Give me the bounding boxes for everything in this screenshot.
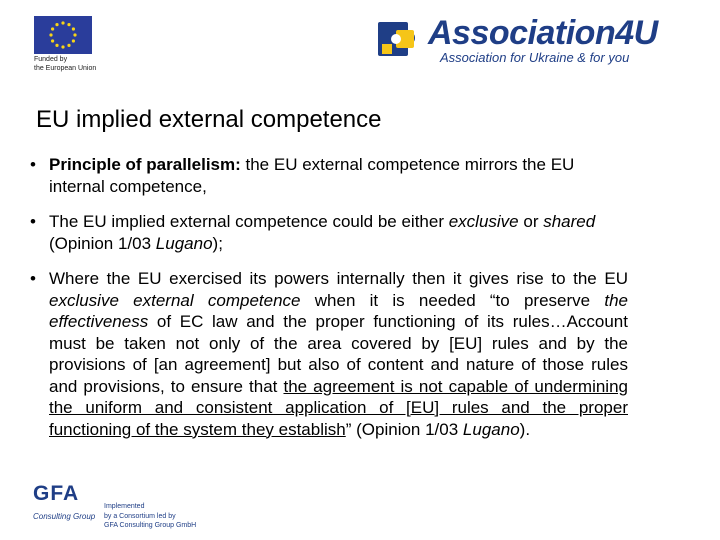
eu-caption-line: Funded by xyxy=(34,56,68,63)
slide-title: EU implied external competence xyxy=(36,106,382,133)
eu-caption-line: the European Union xyxy=(34,65,97,72)
implementation-note xyxy=(104,502,196,531)
bullet-list xyxy=(24,154,628,454)
bullet-principle-parallelism xyxy=(24,154,628,197)
bullet-italic: Lugano xyxy=(155,233,213,253)
bullet-text: ” (Opinion 1/03 xyxy=(345,419,463,439)
gfa-logo xyxy=(33,482,99,530)
note-line: Implemented xyxy=(104,503,145,510)
bullet-text: ). xyxy=(519,419,531,439)
eu-stars-icon xyxy=(34,16,92,54)
bullet-italic: Lugano xyxy=(462,419,520,439)
bullet-italic: exclusive external competence xyxy=(49,290,301,310)
bullet-text: (Opinion 1/03 xyxy=(49,233,156,253)
gfa-letters: GFA xyxy=(33,482,80,505)
bullet-text: the EU external competence mirrors the EU internal competence, xyxy=(49,155,575,196)
bullet-bold-term: Principle of parallelism: xyxy=(49,155,241,174)
bullet-italic: shared xyxy=(543,212,596,231)
note-line: by a Consortium led by xyxy=(104,512,176,520)
bullet-exclusive-competence xyxy=(24,268,628,440)
bullet-italic: the effectiveness xyxy=(49,290,629,331)
bullet-text: of EC law and the proper functioning of its rules…Account must be taken not only of the area covered by [EU] rules and by the provisions of [an agreement] but also of content and nature of those rules and provisions, to ensure that xyxy=(49,312,628,396)
bullet-text: ); xyxy=(212,233,223,253)
bullet-underlined-quote: the agreement is not capable of undermining the uniform and consistent application of [EU] rules and the proper functioning of the system they establish xyxy=(49,376,628,439)
note-line: GFA Consulting Group GmbH xyxy=(104,522,197,529)
bullet-text: or xyxy=(518,212,544,231)
bullet-italic: exclusive xyxy=(448,212,519,231)
association4u-logo xyxy=(376,16,676,68)
logo-tagline: Association for Ukraine & for you xyxy=(440,50,630,65)
puzzle-piece-icon xyxy=(376,18,424,64)
bullet-text: Where the EU exercised its powers internally then it gives rise to the EU xyxy=(49,269,628,288)
eu-funding-caption xyxy=(34,55,96,73)
eu-flag-logo xyxy=(34,16,92,54)
logo-name: Association4U xyxy=(428,14,658,52)
bullet-text: The EU implied external competence could be either xyxy=(49,212,449,231)
bullet-text: when it is needed “to preserve xyxy=(300,290,605,310)
gfa-subtitle: Consulting Group xyxy=(33,512,96,521)
bullet-implied-competence xyxy=(24,211,628,254)
